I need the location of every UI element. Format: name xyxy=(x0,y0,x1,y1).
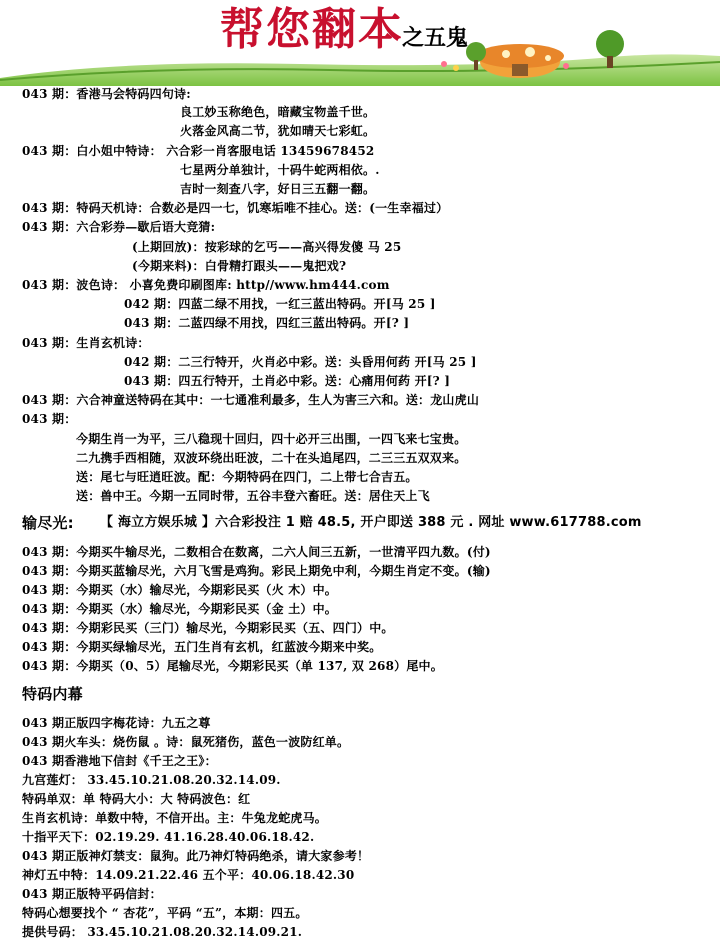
text-line: 二九携手西相随，双波环绕出旺波，二十在头追尾四，二三三五双双来。 xyxy=(76,451,467,465)
text-line: 043 期：今期买蓝输尽光，六月飞雪是鸡狗。彩民上期免中利，今期生肖定不变。(输) xyxy=(22,564,491,578)
text-line: 043 期：二蓝四绿不用找，四红三蓝出特码。开[? ] xyxy=(124,316,410,330)
header-banner xyxy=(0,0,720,86)
text-line: 043 期：生肖玄机诗： xyxy=(22,336,150,350)
text-line: 良工妙玉称绝色，暗藏宝物盖千世。 xyxy=(180,105,376,119)
text-line: 火落金风高二节，犹如晴天七彩虹。 xyxy=(180,124,376,138)
advert-link[interactable]: 【 海立方娱乐城 】六合彩投注 1 赔 48.5, 开户即送 388 元 . 网址 www.617788.com xyxy=(100,515,642,530)
text-line: 043 期：四五行特开，土肖必中彩。送：心痛用何药 开[? ] xyxy=(124,374,451,388)
text-line: 043 期：白小姐中特诗： 六合彩一肖客服电话 13459678452 xyxy=(22,144,375,158)
text-line: 十指平天下：02.19.29. 41.16.28.40.06.18.42. xyxy=(22,830,315,844)
text-line: 043 期：今期买（水）输尽光，今期彩民买（火 木）中。 xyxy=(22,583,338,597)
text-line: 043 期： xyxy=(22,412,77,426)
text-line: 送：尾七与旺逍旺波。配：今期特码在四门，二上带七合吉五。 xyxy=(76,470,418,484)
text-line: 特码心想要找个 “ 杏花”，平码 “五”，本期：四五。 xyxy=(22,906,308,920)
text-line: 生肖玄机诗：单数中特，不信开出。主：牛兔龙蛇虎马。 xyxy=(22,811,328,825)
text-line: 神灯五中特：14.09.21.22.46 五个平：40.06.18.42.30 xyxy=(22,868,355,882)
text-line: (今期来料)：白骨精打跟头——鬼把戏? xyxy=(132,259,347,273)
text-line: 吉时一刻查八字，好日三五翻一翻。 xyxy=(180,182,376,196)
text-line: (上期回放)：按彩球的乞丐——高兴得发傻 马 25 xyxy=(132,240,402,254)
text-line: 043 期：六合彩券—歇后语大竞猜: xyxy=(22,220,216,234)
text-line: 特码单双：单 特码大小：大 特码波色：红 xyxy=(22,792,251,806)
text-line: 今期生肖一为平，三八稳现十回归，四十必开三出围，一四飞来七宝贵。 xyxy=(76,432,467,446)
text-line: 043 期正版特平码信封： xyxy=(22,887,162,901)
text-line: 043 期火车头：烧伤鼠 。诗：鼠死猪伤，蓝色一波防红单。 xyxy=(22,735,350,749)
text-line: 043 期：今期买绿输尽光，五门生肖有玄机，红蓝波今期来中奖。 xyxy=(22,640,382,654)
text-line: 042 期：四蓝二绿不用找，一红三蓝出特码。开[马 25 ] xyxy=(124,297,436,311)
text-line: 043 期正版神灯禁支：鼠狗。此乃神灯特码绝杀，请大家参考！ xyxy=(22,849,370,863)
text-line: 043 期：波色诗： 小喜免费印刷图库: http//www.hm444.com xyxy=(22,278,390,292)
text-line: 042 期：二三行特开，火肖必中彩。送：头昏用何药 开[马 25 ] xyxy=(124,355,477,369)
text-line: 043 期：今期买（水）输尽光，今期彩民买（金 土）中。 xyxy=(22,602,338,616)
page-subtitle: 之五鬼 xyxy=(402,25,469,51)
text-line: 043 期：今期买牛输尽光，二数相合在数离，二六人间三五新，一世清平四九数。(付) xyxy=(22,545,491,559)
text-line: 提供号码： 33.45.10.21.08.20.32.14.09.21. xyxy=(22,925,303,939)
text-line: 043 期：今期买（0、5）尾输尽光，今期彩民买（单 137, 双 268）尾中。 xyxy=(22,659,443,673)
text-line: 043 期：香港马会特码四句诗: xyxy=(22,87,191,101)
text-line: 043 期：特码天机诗：合数必是四一七，饥寒垢唯不挂心。送：(一生幸福过） xyxy=(22,201,449,215)
section-heading: 特码内幕 xyxy=(22,685,83,703)
text-line: 送：兽中王。今期一五同时带，五谷丰登六畜旺。送：居住天上飞 xyxy=(76,489,430,503)
text-line: 九宫莲灯： 33.45.10.21.08.20.32.14.09. xyxy=(22,773,281,787)
text-line: 043 期正版四字梅花诗：九五之尊 xyxy=(22,716,211,730)
page-title: 帮您翻本 xyxy=(220,4,404,55)
text-line: 043 期香港地下信封《千王之王》： xyxy=(22,754,217,768)
text-line: 043 期：六合神童送特码在其中：一七通准利最多，生人为害三六和。送：龙山虎山 xyxy=(22,393,480,407)
text-line: 043 期：今期彩民买（三门）输尽光，今期彩民买（五、四门）中。 xyxy=(22,621,394,635)
section-heading: 输尽光: xyxy=(22,514,74,532)
text-line: 七星两分单独计，十码牛蛇两相依。. xyxy=(180,163,380,177)
